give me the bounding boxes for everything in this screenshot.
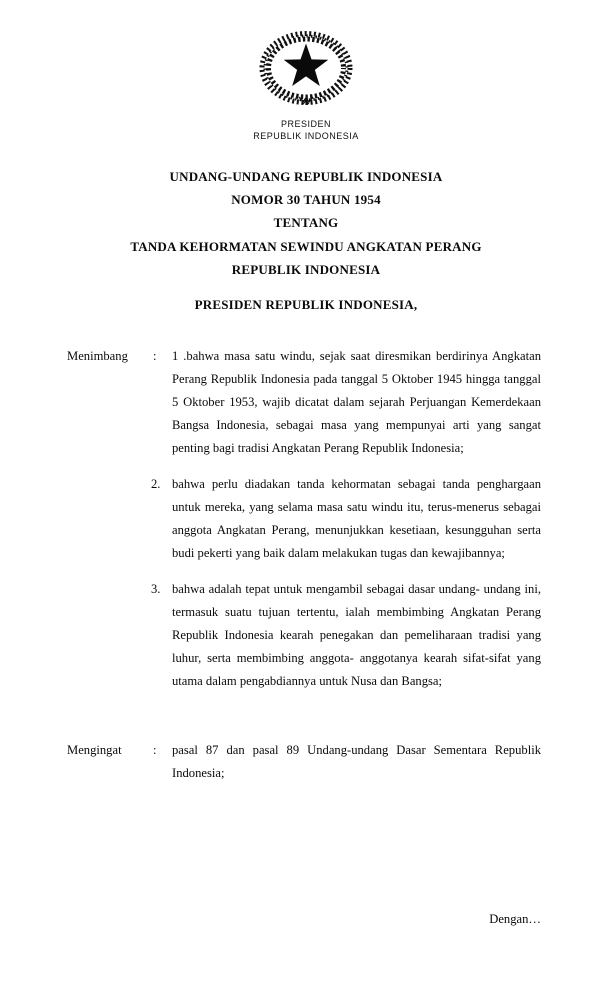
mengingat-text: pasal 87 dan pasal 89 Undang-undang Dasar Sementara Republik Indonesia;: [172, 743, 541, 780]
menimbang-items: [151, 345, 541, 693]
menimbang-label: Menimbang: [67, 349, 128, 363]
star-wreath-emblem-icon: [259, 31, 353, 109]
menimbang-section: [67, 345, 541, 693]
title-line-2: NOMOR 30 TAHUN 1954: [231, 192, 381, 208]
letterhead-presiden: PRESIDEN: [280, 119, 331, 129]
mengingat-colon: :: [153, 743, 157, 757]
title-line-1: UNDANG-UNDANG REPUBLIK INDONESIA: [169, 169, 443, 184]
mengingat-section: [67, 739, 541, 785]
title-line-4: TANDA KEHORMATAN SEWINDU ANGKATAN PERANG: [130, 238, 482, 254]
law-title: [0, 165, 612, 281]
letterhead-republik-indonesia: REPUBLIK INDONESIA: [253, 131, 359, 141]
salutation: PRESIDEN REPUBLIK INDONESIA,: [194, 297, 418, 312]
menimbang-item-1: [172, 345, 541, 460]
item-number: 1 .: [172, 349, 187, 363]
menimbang-colon: :: [153, 349, 157, 363]
item-number: 3.: [151, 582, 161, 596]
black-star-icon: [284, 44, 329, 87]
menimbang-item-3: [151, 578, 541, 693]
mengingat-label: Mengingat: [67, 743, 122, 757]
item-text: bahwa adalah tepat untuk mengambil sebagai dasar undang- undang ini, termasuk suatu tujuan tertentu, ialah membimbing Angkatan Perang Republik Indonesia kearah penegakan dan pemeliharaan tradisi yang luhur, serta membimbing anggota- anggotanya kearah sifat-sifat yang utama dalam pengabdiannya untuk Nusa dan Bangsa;: [172, 582, 541, 688]
presidential-letterhead: [0, 31, 612, 142]
item-text: bahwa masa satu windu, sejak saat diresmikan berdirinya Angkatan Perang Republik Indonesia pada tanggal 5 Oktober 1945 hingga tanggal 5 Oktober 1953, wajib dicatat dalam sejarah Perjuangan Kemerdekaan Bangsa Indonesia, sebagai masa yang mempunyai arti yang sangat penting bagi tradisi Angkatan Perang Republik Indonesia;: [172, 349, 541, 455]
title-line-3: TENTANG: [273, 215, 339, 231]
catchword: Dengan…: [489, 912, 541, 926]
item-number: 2.: [151, 477, 161, 491]
item-text: bahwa perlu diadakan tanda kehormatan sebagai tanda penghargaan untuk mereka, yang selama masa satu windu itu, terus-menerus sebagai anggota Angkatan Perang, menunjukkan kesetiaan, kesungguhan serta budi pekerti yang baik dalam melakukan tugas dan kewajibannya;: [172, 477, 541, 560]
title-line-5: REPUBLIK INDONESIA: [231, 261, 381, 277]
menimbang-item-2: [151, 473, 541, 565]
